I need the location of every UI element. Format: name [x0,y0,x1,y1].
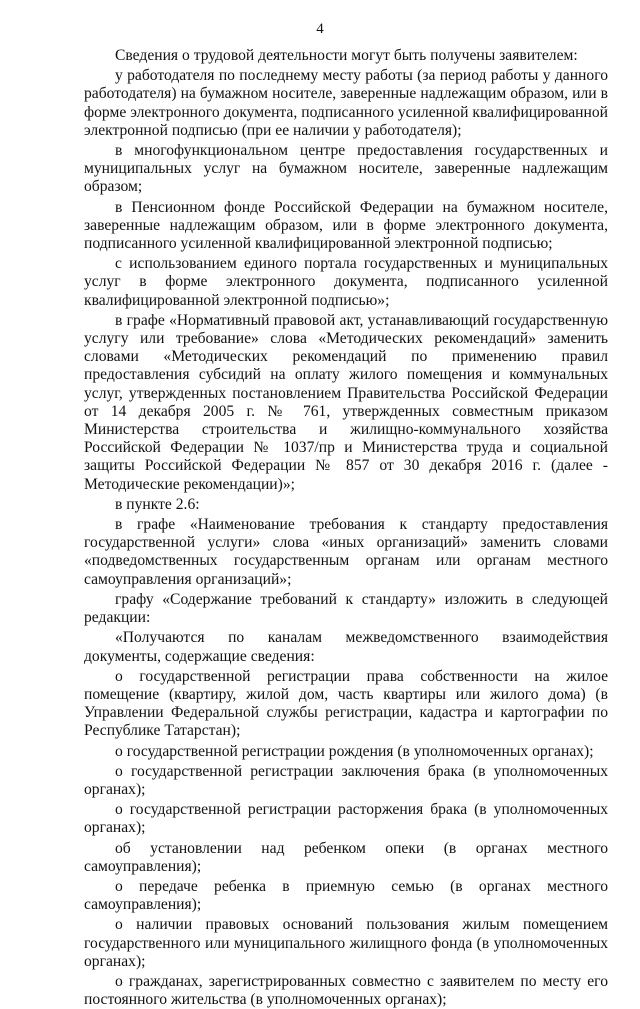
paragraph: о наличии правовых оснований пользования жилым помещением государственного или муниципального жилищного фонда (в уполномоченных органах); [84,916,608,970]
paragraph: о государственной регистрации рождения (в уполномоченных органах); [115,742,594,760]
page-number: 4 [316,21,324,37]
paragraph: о передаче ребенка в приемную семью (в органах местного самоуправления); [84,877,608,914]
paragraph: в многофункциональном центре предоставления государственных и муниципальных услуг на бумажном носителе, заверенные надлежащим образом; [84,142,608,196]
paragraph: о государственной регистрации заключения брака (в уполномоченных органах); [84,762,608,798]
paragraph: в Пенсионном фонде Российской Федерации на бумажном носителе, заверенные надлежащим образом, или в форме электронного документа, подписанного усиленной квалифицированной электронной подписью; [84,198,608,253]
paragraph: о гражданах, зарегистрированных совместно с заявителем по месту его постоянного жительства (в уполномоченных органах); [84,972,608,1009]
paragraph: «Получаются по каналам межведомственного взаимодействия документы, содержащие сведения: [84,629,608,665]
paragraph: в пункте 2.6: [115,495,200,513]
paragraph: в графе «Наименование требования к стандарту предоставления государственной услуги» слова «иных организаций» заменить словами «подведомственных государственным органам или органам местного самоуправления организаций»; [84,516,608,588]
paragraph: графу «Содержание требований к стандарту» изложить в следующей редакции: [84,590,608,627]
paragraph: с использованием единого портала государственных и муниципальных услуг в форме электронного документа, подписанного усиленной квалифицированной электронной подписью»; [84,255,608,309]
paragraph: Сведения о трудовой деятельности могут быть получены заявителем: [115,47,578,64]
paragraph: в графе «Нормативный правовой акт, устанавливающий государственную услугу или требование» слова «Методических рекомендаций» заменить словами «Методических рекомендаций по применению правил предоставления субсидий на оплату жилого помещения и коммунальных услуг, утвержденных постановлением Правительства Российской Федерации от 14 декабря 2005 г. № 761, утвержденных совместным приказом Министерства строительства и жилищно-коммунального хозяйства Российской Федерации № 1037/пр и Министерства труда и социальной защиты Российской Федерации № 857 от 30 декабря 2016 г. (далее - Методические рекомендации)»; [84,311,608,493]
paragraph: о государственной регистрации расторжения брака (в уполномоченных органах); [84,801,608,837]
paragraph: о государственной регистрации права собственности на жилое помещение (квартиру, жилой дом, часть квартиры или жилого дома) (в Управлении Федеральной службы регистрации, кадастра и картографии по Республике Татарстан); [84,667,608,740]
document-body [84,47,608,1009]
paragraph: у работодателя по последнему месту работы (за период работы у данного работодателя) на бумажном носителе, заверенные надлежащим образом, или в форме электронного документа, подписанного усиленной квалифицированной электронной подписью (при ее наличии у работодателя); [84,67,608,139]
paragraph: об установлении над ребенком опеки (в органах местного самоуправления); [84,839,608,875]
